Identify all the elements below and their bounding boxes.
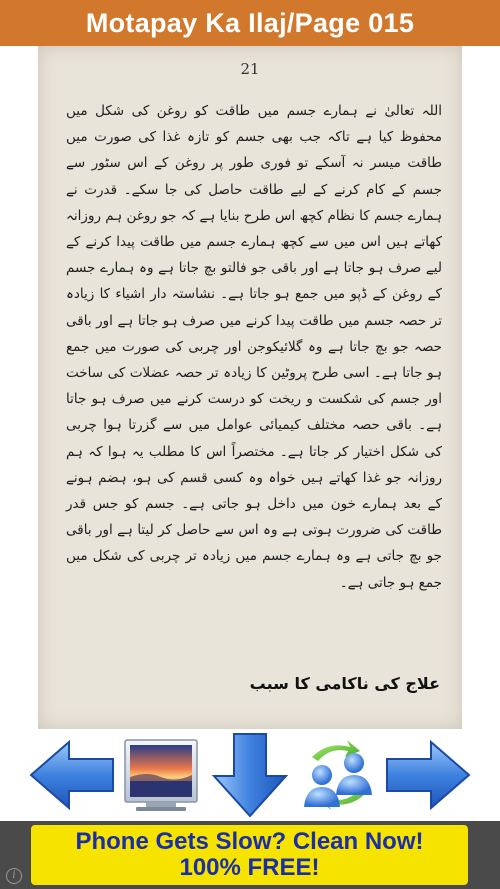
ad-headline: Phone Gets Slow? Clean Now!	[75, 828, 424, 855]
body-paragraph: اللہ تعالیٰ نے ہمارے جسم میں طاقت کو روغن کی شکل میں محفوظ کیا ہے تاکہ جب بھی جسم کو تازہ غذا کی صورت میں طاقت میسر نہ آسکے تو فوری طور پر روغن کے اس سٹور سے جسم کے کام کرنے کے لیے طاقت حاصل کی جا سکے۔ قدرت نے ہمارے جسم کا نظام کچھ اس طرح بنایا ہے کہ جو روغن ہم روزانہ کھاتے ہیں اس میں سے کچھ ہمارے جسم میں طاقت پیدا کرنے کے لیے صرف ہو جاتا ہے اور باقی جو فالتو بچ جاتا ہے وہ ہمارے جسم کے روغن کے ڈپو میں جمع ہو جاتا ہے۔ نشاستہ دار اشیاء کا زیادہ تر حصہ جسم میں طاقت پیدا کرنے میں صرف ہو جاتا ہے اور باقی حصہ جو بچ جاتا ہے وہ گلائیکوجن اور چربی کی صورت میں جمع ہو جاتا ہے۔ اسی طرح پروٹین کا زیادہ تر حصہ عضلات کی ساخت اور جسم کی شکست و ریخت کو درست کرنے میں صرف ہو جاتا ہے۔ باقی حصہ مختلف کیمیائی عوامل میں سے گزرتا ہوا چربی کی شکل اختیار کر جاتا ہے۔ مختصراً اس کا مطلب یہ ہوا کہ ہم روزانہ جو غذا کھاتے ہیں خواہ وہ کسی قسم کی ہو، ہضم ہونے کے بعد ہمارے خون میں داخل ہو جاتی ہے۔ جسم کو جس قدر طاقت کی ضرورت ہوتی ہے وہ اس سے حاصل کر لیتا ہے اور باقی جو بچ جاتی ہے وہ ہمارے جسم میں زیادہ تر چربی کی شکل میں جمع ہو جاتی ہے۔	[66, 103, 442, 591]
next-page-button[interactable]	[384, 729, 472, 821]
set-wallpaper-button[interactable]	[118, 729, 204, 821]
ad-banner[interactable]	[31, 825, 468, 885]
arrow-left-icon	[29, 740, 115, 810]
ad-banner-area	[0, 821, 500, 889]
picture-frame-icon	[122, 737, 200, 813]
book-page	[38, 46, 462, 729]
ad-info-icon[interactable]: i	[6, 868, 22, 884]
ad-subline: 100% FREE!	[179, 854, 320, 881]
users-sync-icon	[298, 737, 380, 813]
page-number: 21	[240, 60, 260, 78]
page-title: Motapay Ka Ilaj/Page 015	[85, 7, 415, 38]
app-title-bar	[0, 0, 500, 46]
previous-page-button[interactable]	[28, 729, 116, 821]
page-body-text	[66, 98, 442, 596]
share-button[interactable]	[296, 729, 382, 821]
navigation-bar	[0, 729, 500, 821]
arrow-right-icon	[385, 740, 471, 810]
download-button[interactable]	[206, 729, 294, 821]
arrow-down-icon	[210, 732, 290, 818]
section-heading: علاج کی ناکامی کا سبب	[249, 674, 440, 693]
